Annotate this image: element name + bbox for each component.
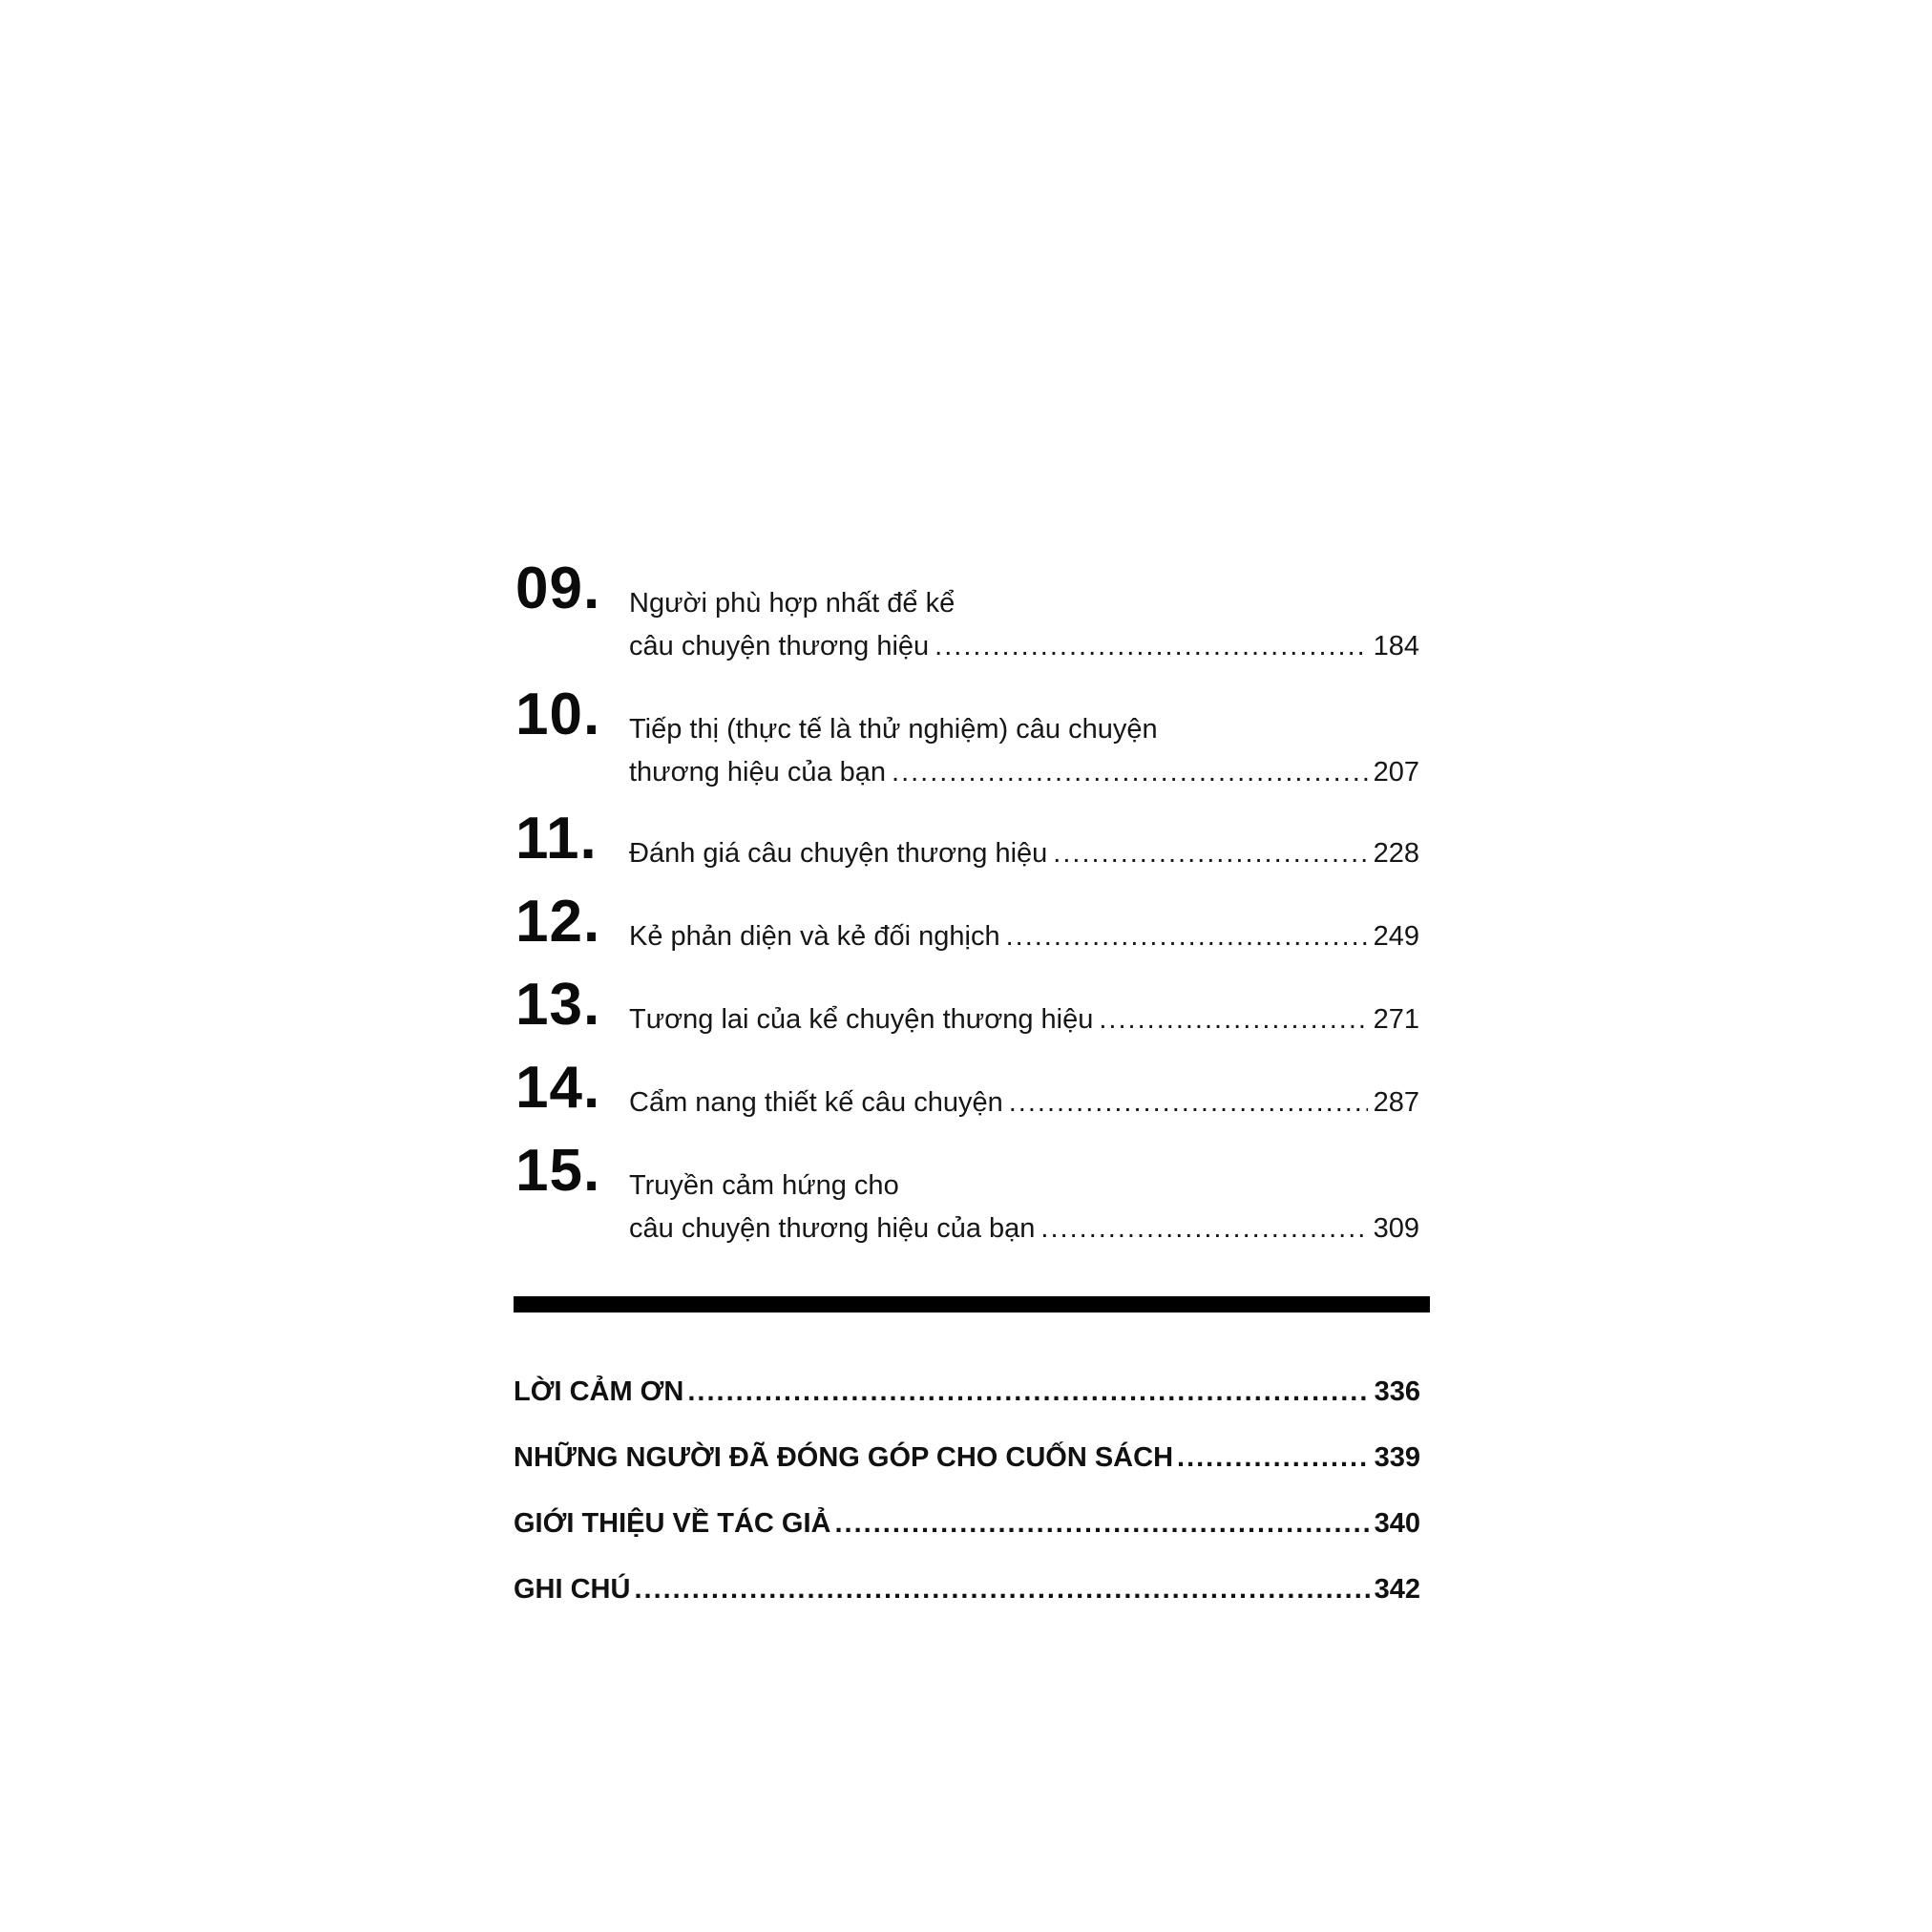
chapter-title-line-2 [629,625,1419,668]
toc-entry-about-author[interactable] [514,1504,1420,1543]
dot-leader [934,625,1367,668]
page-number: 342 [1374,1574,1420,1605]
back-matter-title: GIỚI THIỆU VỀ TÁC GIẢ [514,1508,831,1539]
chapter-title-line-1 [629,1082,1419,1124]
chapter-number: 12. [515,889,601,955]
chapter-title-block [629,708,1419,794]
chapter-title-text: Kẻ phản diện và kẻ đối nghịch [629,921,1000,952]
page-number: 336 [1374,1376,1420,1407]
chapter-number: 10. [515,682,601,747]
back-matter-title: NHỮNG NGƯỜI ĐÃ ĐÓNG GÓP CHO CUỐN SÁCH [514,1442,1174,1473]
page-number: 339 [1374,1442,1420,1473]
page-number: 287 [1373,1087,1419,1118]
toc-entry-notes[interactable] [514,1570,1420,1608]
page-number: 340 [1374,1508,1420,1539]
chapter-title-line-1 [629,915,1419,958]
chapter-title-text: Cẩm nang thiết kế câu chuyện [629,1087,1003,1118]
dot-leader [1006,915,1368,958]
chapter-title-text: thương hiệu của bạn [629,757,887,788]
dot-leader [1177,1438,1371,1477]
chapter-title-line-2 [629,1208,1419,1250]
dot-leader [1099,998,1367,1041]
chapter-title-block [629,915,1419,958]
page-number: 249 [1373,921,1419,952]
chapter-title-line-1 [629,998,1419,1041]
chapter-number: 09. [515,556,601,621]
dot-leader [634,1570,1370,1608]
chapter-title-text: Người phù hợp nhất để kể [629,588,956,619]
dot-leader [834,1504,1370,1543]
page-number: 207 [1373,757,1419,788]
page-number: 184 [1373,631,1419,662]
dot-leader [687,1373,1370,1411]
back-matter-title: LỜI CẢM ƠN [514,1376,684,1407]
chapter-number: 11. [515,806,598,872]
section-divider [514,1296,1430,1312]
chapter-title-text: Truyền cảm hứng cho [629,1170,899,1201]
chapter-title-text: câu chuyện thương hiệu [629,631,930,662]
chapter-title-text: câu chuyện thương hiệu của bạn [629,1213,1036,1244]
chapter-title-text: Tiếp thị (thực tế là thử nghiệm) câu chuyện [629,714,1158,745]
chapter-number: 13. [515,972,601,1038]
chapter-title-line-1 [629,582,1419,625]
toc-entry-contributors[interactable] [514,1438,1420,1477]
chapter-title-line-1 [629,1165,1419,1208]
chapter-title-line-1 [629,832,1419,875]
chapter-title-block [629,1082,1419,1124]
page-number: 309 [1373,1213,1419,1244]
dot-leader [1009,1082,1368,1124]
page-number: 271 [1373,1004,1419,1035]
page-number: 228 [1373,838,1419,869]
chapter-number: 14. [515,1055,601,1121]
chapter-title-block [629,832,1419,875]
chapter-number: 15. [515,1138,601,1204]
chapter-title-block [629,998,1419,1041]
toc-entry-acknowledgements[interactable] [514,1373,1420,1411]
chapter-title-block [629,582,1419,668]
chapter-title-line-2 [629,751,1419,794]
back-matter-title: GHI CHÚ [514,1574,631,1605]
chapter-title-text: Đánh giá câu chuyện thương hiệu [629,838,1048,869]
chapter-title-block [629,1165,1419,1250]
dot-leader [892,751,1368,794]
chapter-title-text: Tương lai của kể chuyện thương hiệu [629,1004,1094,1035]
dot-leader [1053,832,1367,875]
dot-leader [1040,1208,1367,1250]
chapter-title-line-1 [629,708,1419,751]
